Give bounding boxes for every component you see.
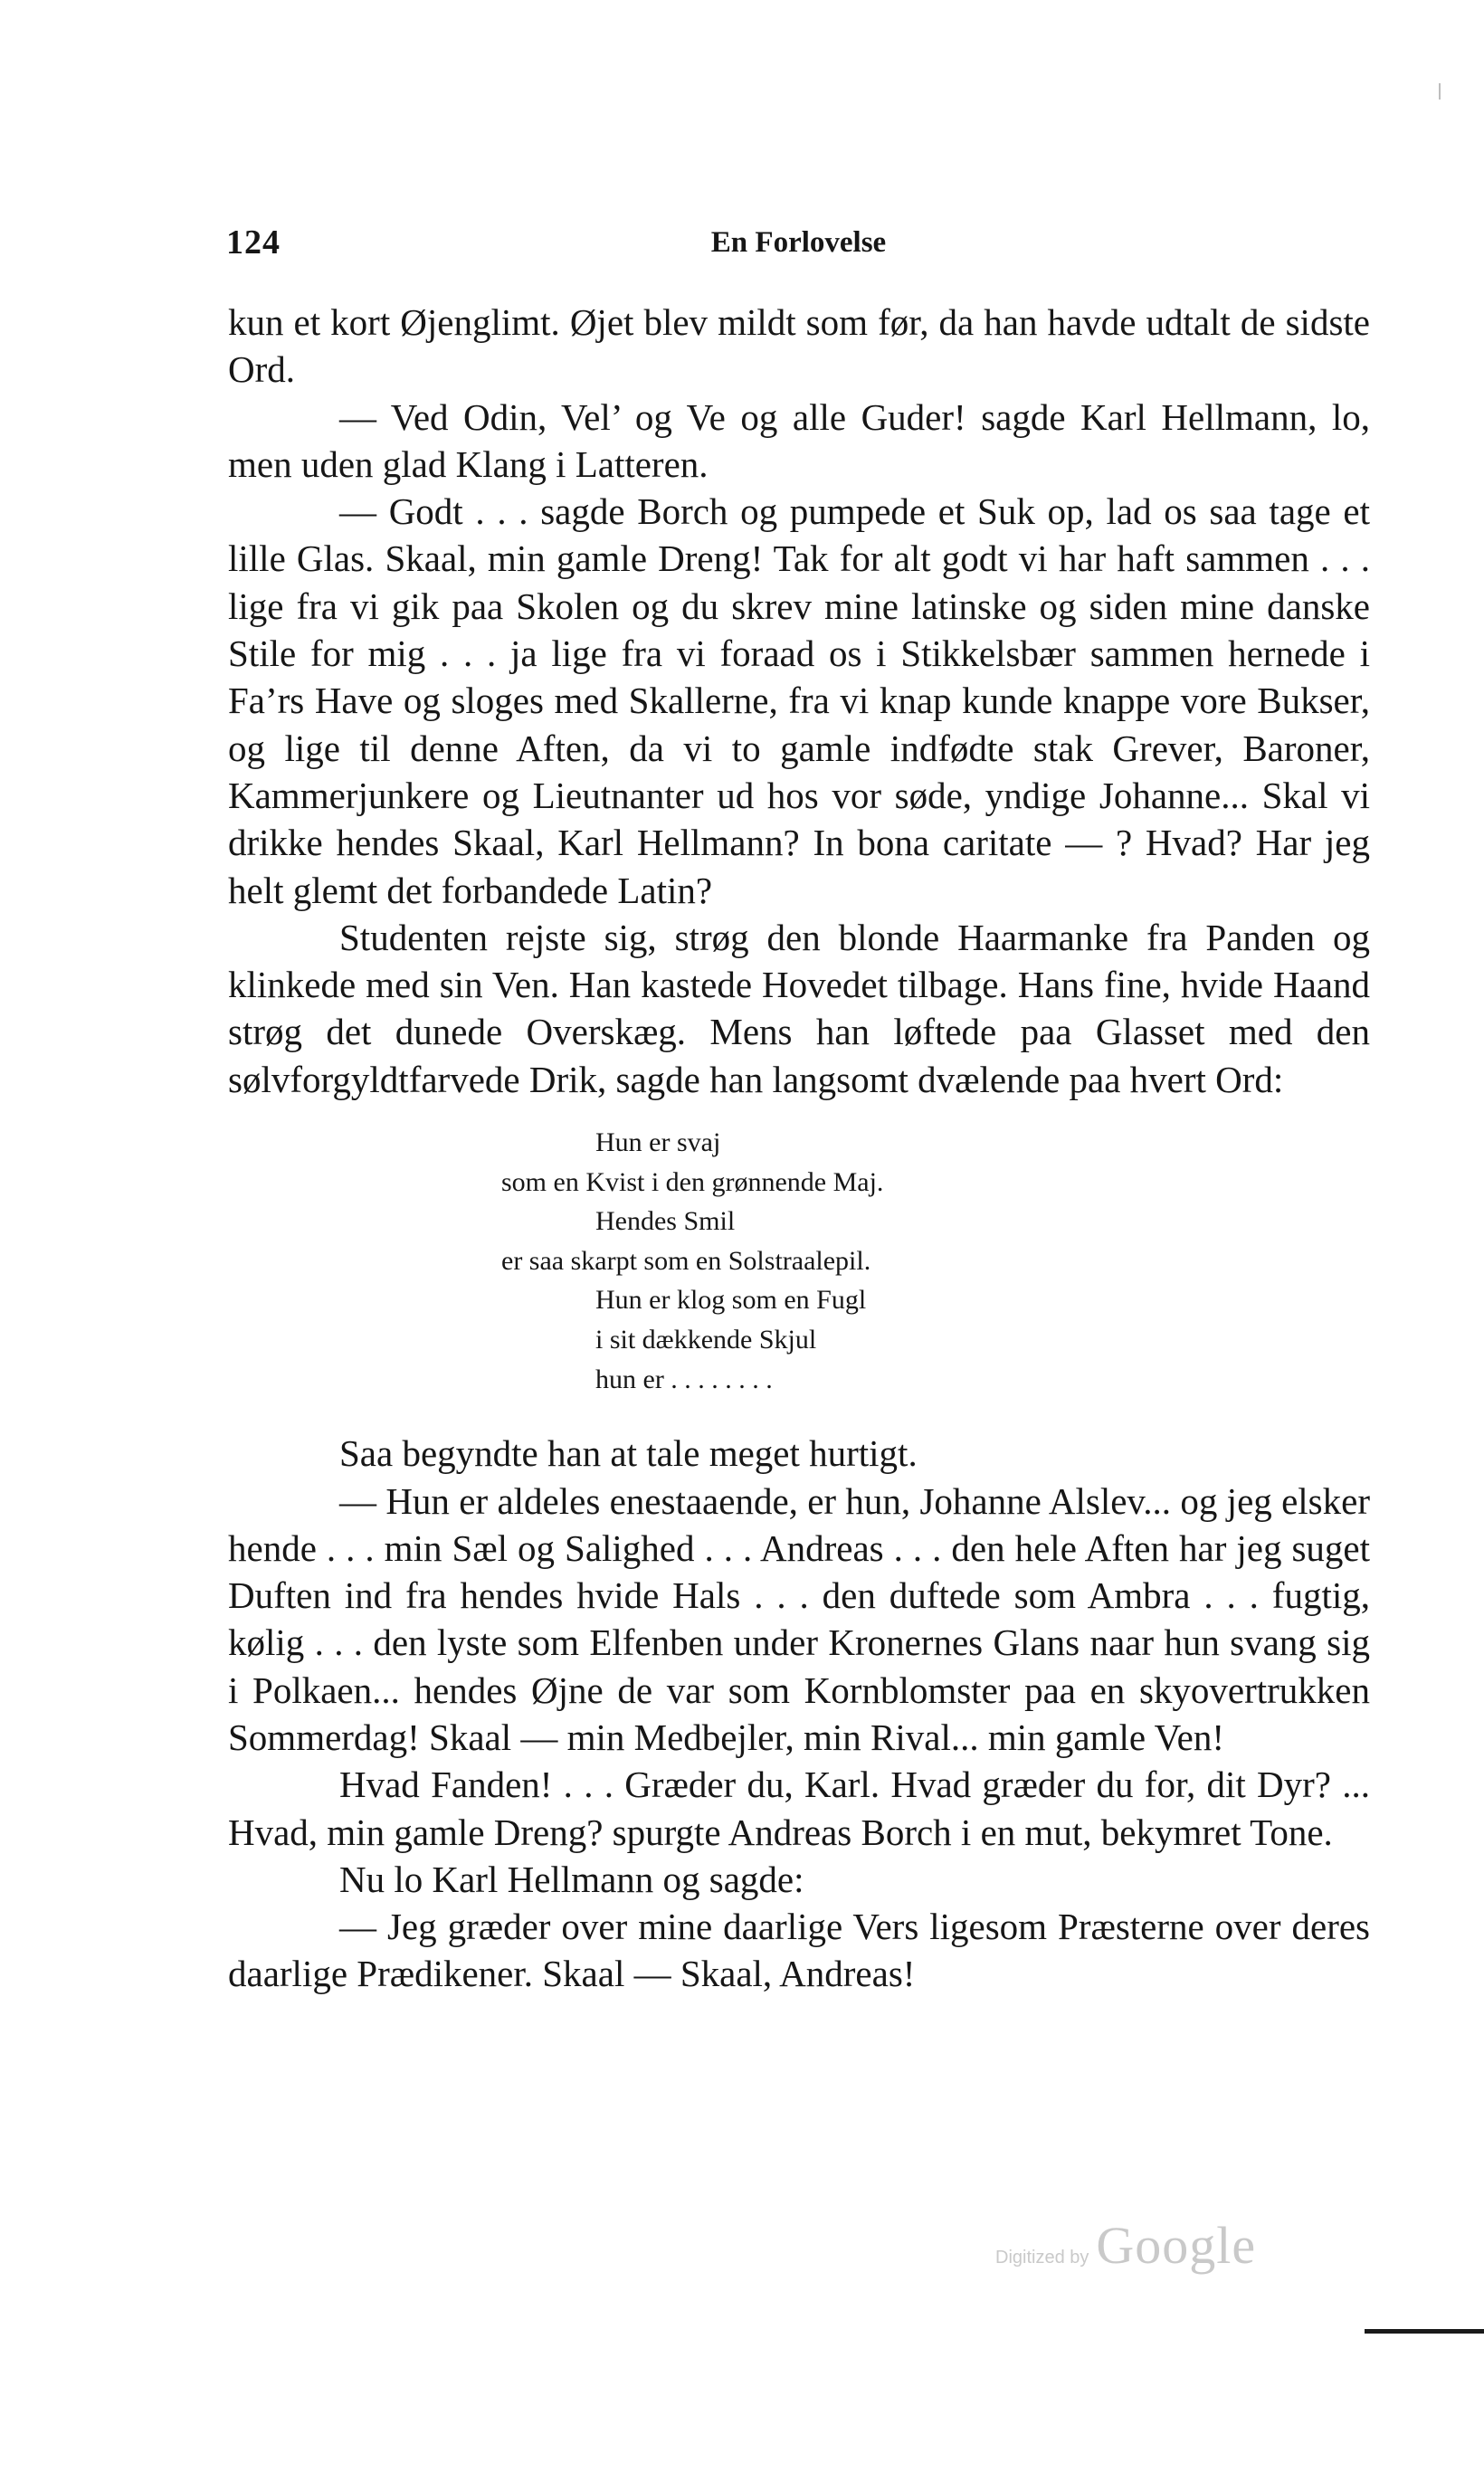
verse-line: Hun er svaj xyxy=(595,1127,721,1158)
paragraph: — Jeg græder over mine daarlige Vers ligesom Præsterne over deres daarlige Prædikener. Skaal — Skaal, Andreas! xyxy=(228,1906,1370,1995)
paragraph: — Hun er aldeles enestaaende, er hun, Johanne Alslev... og jeg elsker hende . . . min Sæl og Salighed . . . Andreas . . . den hele Aften har jeg suget Duften ind fra hendes hvide Hals . . . den duftede som Ambra . . . fugtig, kølig . . . den lyste som Elfenben under Kronernes Glans naar hun svang sig i Polkaen... hendes Øjne de var som Kornblomster paa en skyovertrukken Sommerdag! Skaal — min Medbejler, min Rival... min gamle Ven! xyxy=(228,1479,1370,1758)
running-title: En Forlovelse xyxy=(710,226,887,259)
paragraph: — Godt . . . sagde Borch og pumpede et Suk op, lad os saa tage et lille Glas. Skaal, min gamle Dreng! Tak for alt godt vi har haft sammen . . . lige fra vi gik paa Skolen og du skrev mine latinske og siden mine danske Stile for mig . . . ja lige fra vi foraad os i Stikkelsbær sammen hernede i Fa’rs Have og sloges med Skallerne, fra vi knap kunde knappe vore Bukser, og lige til denne Aften, da vi to gamle indfødte stak Grever, Baroner, Kammerjunkere og Lieutnanter ud hos vor søde, yndige Johanne... Skal vi drikke hendes Skaal, Karl Hellmann? In bona caritate — ? Hvad? Har jeg helt glemt det forbandede Latin? xyxy=(228,490,1370,911)
verse-line: Hendes Smil xyxy=(595,1206,736,1237)
verse-line: Hun er klog som en Fugl xyxy=(595,1285,867,1316)
scan-artifact-mark xyxy=(1439,83,1441,100)
paragraph: Saa begyndte han at tale meget hurtigt. xyxy=(339,1432,918,1475)
paragraph: Nu lo Karl Hellmann og sagde: xyxy=(339,1858,804,1900)
text-before-poem xyxy=(228,299,1370,1103)
google-logo: Google xyxy=(1096,2216,1257,2275)
digitization-watermark xyxy=(995,2215,1257,2275)
scan-edge-mark xyxy=(1365,2329,1484,2334)
paragraph: kun et kort Øjenglimt. Øjet blev mildt som før, da han havde udtalt de sidste Ord. xyxy=(228,301,1370,391)
verse-line: hun er . . . . . . . . xyxy=(595,1364,773,1394)
paragraph: — Ved Odin, Vel’ og Ve og alle Guder! sagde Karl Hellmann, lo, men uden glad Klang i Latteren. xyxy=(228,395,1370,485)
page-body xyxy=(228,299,1370,1998)
verse-block xyxy=(228,1123,1370,1399)
text-after-poem xyxy=(228,1430,1370,1998)
page-number: 124 xyxy=(226,223,281,261)
paragraph: Hvad Fanden! . . . Græder du, Karl. Hvad græder du for, dit Dyr? ... Hvad, min gamle Dreng? spurgte Andreas Borch i en mut, bekymret Tone. xyxy=(228,1764,1370,1853)
verse-line: i sit dækkende Skjul xyxy=(595,1325,817,1355)
page-header xyxy=(226,223,1371,268)
verse-line: som en Kvist i den grønnende Maj. xyxy=(501,1166,884,1197)
paragraph: Studenten rejste sig, strøg den blonde Haarmanke fra Panden og klinkede med sin Ven. Han kastede Hovedet tilbage. Hans fine, hvide Haand strøg det dunede Overskæg. Mens han løftede paa Glasset med den sølvforgyldtfarvede Drik, sagde han langsomt dvælende paa hvert Ord: xyxy=(228,916,1370,1100)
verse-line: er saa skarpt som en Solstraalepil. xyxy=(501,1245,871,1276)
watermark-prefix: Digitized by xyxy=(995,2248,1089,2268)
